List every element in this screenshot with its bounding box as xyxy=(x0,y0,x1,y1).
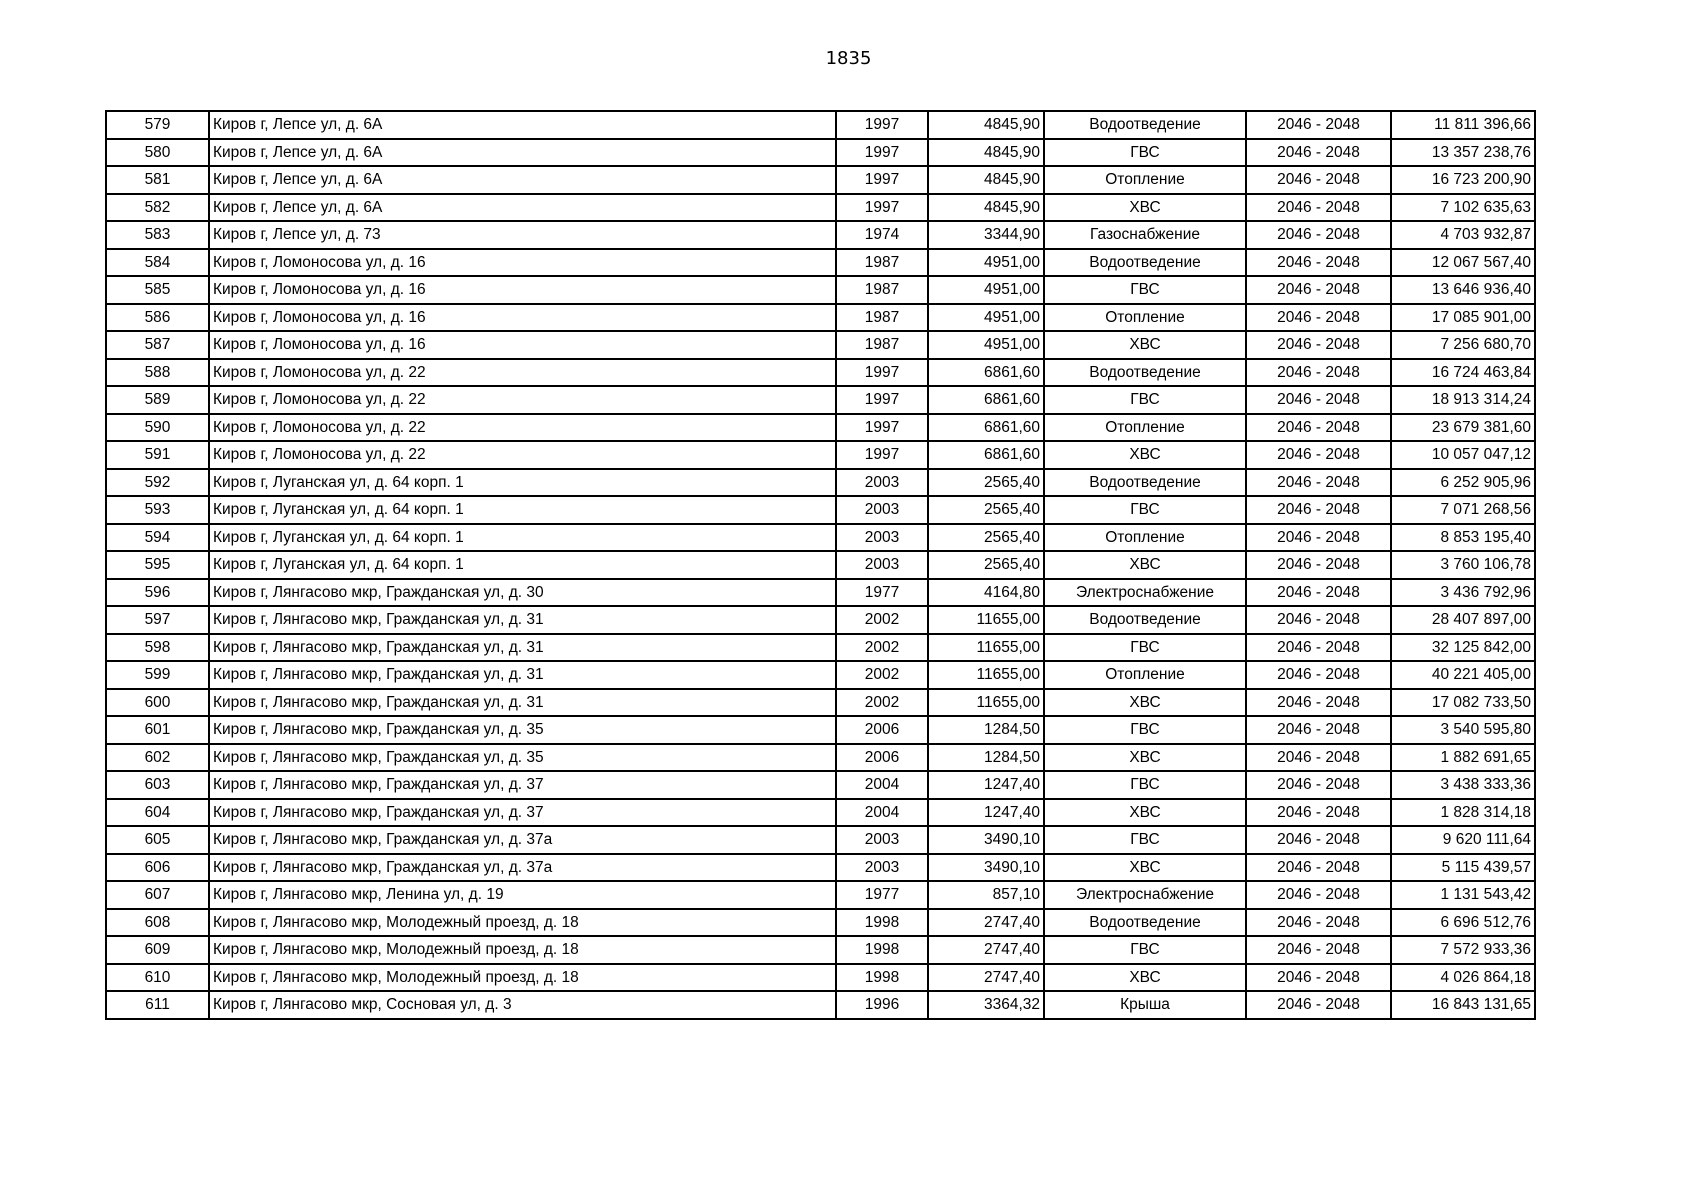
area-cell: 2747,40 xyxy=(928,964,1044,992)
period-cell: 2046 - 2048 xyxy=(1246,551,1391,579)
row-number-cell: 593 xyxy=(106,496,209,524)
address-cell: Киров г, Лянгасово мкр, Молодежный проезд, д. 18 xyxy=(209,964,836,992)
cost-cell: 17 082 733,50 xyxy=(1391,689,1535,717)
row-number-cell: 607 xyxy=(106,881,209,909)
row-number-cell: 598 xyxy=(106,634,209,662)
area-cell: 11655,00 xyxy=(928,689,1044,717)
year-built-cell: 2002 xyxy=(836,634,928,662)
table-row xyxy=(106,909,1535,937)
cost-cell: 16 843 131,65 xyxy=(1391,991,1535,1019)
registry-table-body xyxy=(106,111,1535,1019)
work-type-cell: ГВС xyxy=(1044,276,1246,304)
work-type-cell: Водоотведение xyxy=(1044,606,1246,634)
table-row xyxy=(106,634,1535,662)
work-type-cell: Электроснабжение xyxy=(1044,881,1246,909)
address-cell: Киров г, Лянгасово мкр, Сосновая ул, д. 3 xyxy=(209,991,836,1019)
cost-cell: 3 540 595,80 xyxy=(1391,716,1535,744)
table-row xyxy=(106,524,1535,552)
address-cell: Киров г, Лепсе ул, д. 6А xyxy=(209,111,836,139)
table-row xyxy=(106,606,1535,634)
period-cell: 2046 - 2048 xyxy=(1246,276,1391,304)
row-number-cell: 581 xyxy=(106,166,209,194)
area-cell: 11655,00 xyxy=(928,634,1044,662)
address-cell: Киров г, Лянгасово мкр, Гражданская ул, д. 37 xyxy=(209,799,836,827)
period-cell: 2046 - 2048 xyxy=(1246,194,1391,222)
row-number-cell: 588 xyxy=(106,359,209,387)
cost-cell: 11 811 396,66 xyxy=(1391,111,1535,139)
cost-cell: 16 724 463,84 xyxy=(1391,359,1535,387)
cost-cell: 16 723 200,90 xyxy=(1391,166,1535,194)
period-cell: 2046 - 2048 xyxy=(1246,771,1391,799)
table-row xyxy=(106,716,1535,744)
period-cell: 2046 - 2048 xyxy=(1246,249,1391,277)
cost-cell: 7 071 268,56 xyxy=(1391,496,1535,524)
table-row xyxy=(106,799,1535,827)
cost-cell: 7 102 635,63 xyxy=(1391,194,1535,222)
table-row xyxy=(106,221,1535,249)
year-built-cell: 1997 xyxy=(836,194,928,222)
table-row xyxy=(106,304,1535,332)
area-cell: 11655,00 xyxy=(928,606,1044,634)
table-row xyxy=(106,441,1535,469)
year-built-cell: 2003 xyxy=(836,854,928,882)
area-cell: 11655,00 xyxy=(928,661,1044,689)
area-cell: 4951,00 xyxy=(928,249,1044,277)
table-row xyxy=(106,359,1535,387)
address-cell: Киров г, Лянгасово мкр, Гражданская ул, д. 31 xyxy=(209,689,836,717)
row-number-cell: 608 xyxy=(106,909,209,937)
area-cell: 2565,40 xyxy=(928,551,1044,579)
period-cell: 2046 - 2048 xyxy=(1246,221,1391,249)
address-cell: Киров г, Лянгасово мкр, Гражданская ул, д. 31 xyxy=(209,606,836,634)
address-cell: Киров г, Лянгасово мкр, Молодежный проезд, д. 18 xyxy=(209,936,836,964)
cost-cell: 1 828 314,18 xyxy=(1391,799,1535,827)
cost-cell: 8 853 195,40 xyxy=(1391,524,1535,552)
area-cell: 1284,50 xyxy=(928,716,1044,744)
work-type-cell: Электроснабжение xyxy=(1044,579,1246,607)
table-row xyxy=(106,964,1535,992)
row-number-cell: 580 xyxy=(106,139,209,167)
year-built-cell: 1987 xyxy=(836,276,928,304)
row-number-cell: 584 xyxy=(106,249,209,277)
work-type-cell: ХВС xyxy=(1044,551,1246,579)
period-cell: 2046 - 2048 xyxy=(1246,909,1391,937)
area-cell: 4951,00 xyxy=(928,304,1044,332)
period-cell: 2046 - 2048 xyxy=(1246,524,1391,552)
work-type-cell: ГВС xyxy=(1044,634,1246,662)
period-cell: 2046 - 2048 xyxy=(1246,964,1391,992)
cost-cell: 3 760 106,78 xyxy=(1391,551,1535,579)
area-cell: 1247,40 xyxy=(928,799,1044,827)
address-cell: Киров г, Ломоносова ул, д. 22 xyxy=(209,386,836,414)
table-row xyxy=(106,111,1535,139)
area-cell: 4951,00 xyxy=(928,331,1044,359)
address-cell: Киров г, Ломоносова ул, д. 16 xyxy=(209,331,836,359)
table-row xyxy=(106,661,1535,689)
row-number-cell: 583 xyxy=(106,221,209,249)
period-cell: 2046 - 2048 xyxy=(1246,414,1391,442)
address-cell: Киров г, Лянгасово мкр, Ленина ул, д. 19 xyxy=(209,881,836,909)
row-number-cell: 592 xyxy=(106,469,209,497)
year-built-cell: 2002 xyxy=(836,661,928,689)
cost-cell: 28 407 897,00 xyxy=(1391,606,1535,634)
period-cell: 2046 - 2048 xyxy=(1246,111,1391,139)
period-cell: 2046 - 2048 xyxy=(1246,386,1391,414)
table-row xyxy=(106,826,1535,854)
row-number-cell: 600 xyxy=(106,689,209,717)
period-cell: 2046 - 2048 xyxy=(1246,166,1391,194)
year-built-cell: 1997 xyxy=(836,441,928,469)
cost-cell: 7 256 680,70 xyxy=(1391,331,1535,359)
period-cell: 2046 - 2048 xyxy=(1246,304,1391,332)
area-cell: 4845,90 xyxy=(928,194,1044,222)
period-cell: 2046 - 2048 xyxy=(1246,359,1391,387)
period-cell: 2046 - 2048 xyxy=(1246,661,1391,689)
work-type-cell: ГВС xyxy=(1044,826,1246,854)
address-cell: Киров г, Лепсе ул, д. 73 xyxy=(209,221,836,249)
row-number-cell: 586 xyxy=(106,304,209,332)
area-cell: 2747,40 xyxy=(928,936,1044,964)
area-cell: 2565,40 xyxy=(928,496,1044,524)
work-type-cell: Крыша xyxy=(1044,991,1246,1019)
year-built-cell: 2002 xyxy=(836,689,928,717)
table-row xyxy=(106,579,1535,607)
table-row xyxy=(106,689,1535,717)
work-type-cell: ХВС xyxy=(1044,441,1246,469)
row-number-cell: 601 xyxy=(106,716,209,744)
work-type-cell: Отопление xyxy=(1044,304,1246,332)
work-type-cell: Отопление xyxy=(1044,524,1246,552)
row-number-cell: 589 xyxy=(106,386,209,414)
area-cell: 4845,90 xyxy=(928,139,1044,167)
area-cell: 1247,40 xyxy=(928,771,1044,799)
period-cell: 2046 - 2048 xyxy=(1246,579,1391,607)
address-cell: Киров г, Лянгасово мкр, Гражданская ул, д. 35 xyxy=(209,716,836,744)
table-row xyxy=(106,881,1535,909)
address-cell: Киров г, Луганская ул, д. 64 корп. 1 xyxy=(209,524,836,552)
table-row xyxy=(106,744,1535,772)
cost-cell: 1 882 691,65 xyxy=(1391,744,1535,772)
row-number-cell: 599 xyxy=(106,661,209,689)
area-cell: 2565,40 xyxy=(928,469,1044,497)
row-number-cell: 611 xyxy=(106,991,209,1019)
address-cell: Киров г, Лянгасово мкр, Гражданская ул, д. 31 xyxy=(209,634,836,662)
work-type-cell: ХВС xyxy=(1044,689,1246,717)
table-row xyxy=(106,331,1535,359)
table-row xyxy=(106,386,1535,414)
address-cell: Киров г, Ломоносова ул, д. 16 xyxy=(209,276,836,304)
table-row xyxy=(106,854,1535,882)
year-built-cell: 1997 xyxy=(836,166,928,194)
period-cell: 2046 - 2048 xyxy=(1246,139,1391,167)
work-type-cell: ГВС xyxy=(1044,496,1246,524)
work-type-cell: Отопление xyxy=(1044,166,1246,194)
period-cell: 2046 - 2048 xyxy=(1246,826,1391,854)
row-number-cell: 604 xyxy=(106,799,209,827)
table-row xyxy=(106,139,1535,167)
page-number: 1835 xyxy=(825,48,872,69)
area-cell: 3344,90 xyxy=(928,221,1044,249)
row-number-cell: 591 xyxy=(106,441,209,469)
year-built-cell: 1977 xyxy=(836,881,928,909)
cost-cell: 6 696 512,76 xyxy=(1391,909,1535,937)
work-type-cell: ХВС xyxy=(1044,799,1246,827)
area-cell: 4164,80 xyxy=(928,579,1044,607)
area-cell: 3490,10 xyxy=(928,826,1044,854)
table-row xyxy=(106,469,1535,497)
cost-cell: 4 026 864,18 xyxy=(1391,964,1535,992)
period-cell: 2046 - 2048 xyxy=(1246,331,1391,359)
work-type-cell: ГВС xyxy=(1044,936,1246,964)
address-cell: Киров г, Луганская ул, д. 64 корп. 1 xyxy=(209,551,836,579)
year-built-cell: 2003 xyxy=(836,551,928,579)
cost-cell: 9 620 111,64 xyxy=(1391,826,1535,854)
year-built-cell: 2006 xyxy=(836,716,928,744)
cost-cell: 4 703 932,87 xyxy=(1391,221,1535,249)
work-type-cell: ХВС xyxy=(1044,331,1246,359)
period-cell: 2046 - 2048 xyxy=(1246,469,1391,497)
table-row xyxy=(106,936,1535,964)
work-type-cell: Водоотведение xyxy=(1044,359,1246,387)
year-built-cell: 1997 xyxy=(836,111,928,139)
cost-cell: 13 646 936,40 xyxy=(1391,276,1535,304)
work-type-cell: Водоотведение xyxy=(1044,111,1246,139)
area-cell: 2747,40 xyxy=(928,909,1044,937)
work-type-cell: Водоотведение xyxy=(1044,469,1246,497)
year-built-cell: 1996 xyxy=(836,991,928,1019)
table-row xyxy=(106,551,1535,579)
period-cell: 2046 - 2048 xyxy=(1246,689,1391,717)
address-cell: Киров г, Лепсе ул, д. 6А xyxy=(209,139,836,167)
address-cell: Киров г, Луганская ул, д. 64 корп. 1 xyxy=(209,496,836,524)
row-number-cell: 594 xyxy=(106,524,209,552)
address-cell: Киров г, Ломоносова ул, д. 22 xyxy=(209,441,836,469)
period-cell: 2046 - 2048 xyxy=(1246,744,1391,772)
row-number-cell: 585 xyxy=(106,276,209,304)
row-number-cell: 605 xyxy=(106,826,209,854)
year-built-cell: 2003 xyxy=(836,524,928,552)
work-type-cell: Отопление xyxy=(1044,414,1246,442)
address-cell: Киров г, Лянгасово мкр, Молодежный проезд, д. 18 xyxy=(209,909,836,937)
year-built-cell: 2003 xyxy=(836,496,928,524)
year-built-cell: 2003 xyxy=(836,826,928,854)
work-type-cell: ХВС xyxy=(1044,964,1246,992)
row-number-cell: 610 xyxy=(106,964,209,992)
work-type-cell: ХВС xyxy=(1044,194,1246,222)
row-number-cell: 606 xyxy=(106,854,209,882)
year-built-cell: 1997 xyxy=(836,414,928,442)
cost-cell: 1 131 543,42 xyxy=(1391,881,1535,909)
year-built-cell: 2004 xyxy=(836,771,928,799)
period-cell: 2046 - 2048 xyxy=(1246,716,1391,744)
period-cell: 2046 - 2048 xyxy=(1246,496,1391,524)
year-built-cell: 1987 xyxy=(836,304,928,332)
work-type-cell: ХВС xyxy=(1044,744,1246,772)
row-number-cell: 590 xyxy=(106,414,209,442)
row-number-cell: 597 xyxy=(106,606,209,634)
area-cell: 2565,40 xyxy=(928,524,1044,552)
address-cell: Киров г, Лянгасово мкр, Гражданская ул, д. 31 xyxy=(209,661,836,689)
cost-cell: 3 438 333,36 xyxy=(1391,771,1535,799)
area-cell: 1284,50 xyxy=(928,744,1044,772)
area-cell: 6861,60 xyxy=(928,414,1044,442)
area-cell: 857,10 xyxy=(928,881,1044,909)
cost-cell: 12 067 567,40 xyxy=(1391,249,1535,277)
cost-cell: 32 125 842,00 xyxy=(1391,634,1535,662)
row-number-cell: 595 xyxy=(106,551,209,579)
cost-cell: 10 057 047,12 xyxy=(1391,441,1535,469)
row-number-cell: 602 xyxy=(106,744,209,772)
area-cell: 4845,90 xyxy=(928,111,1044,139)
row-number-cell: 609 xyxy=(106,936,209,964)
table-row xyxy=(106,496,1535,524)
address-cell: Киров г, Лепсе ул, д. 6А xyxy=(209,166,836,194)
work-type-cell: ГВС xyxy=(1044,386,1246,414)
year-built-cell: 2006 xyxy=(836,744,928,772)
row-number-cell: 579 xyxy=(106,111,209,139)
year-built-cell: 1974 xyxy=(836,221,928,249)
address-cell: Киров г, Ломоносова ул, д. 22 xyxy=(209,414,836,442)
work-type-cell: Водоотведение xyxy=(1044,909,1246,937)
cost-cell: 7 572 933,36 xyxy=(1391,936,1535,964)
year-built-cell: 2003 xyxy=(836,469,928,497)
area-cell: 4951,00 xyxy=(928,276,1044,304)
period-cell: 2046 - 2048 xyxy=(1246,441,1391,469)
row-number-cell: 603 xyxy=(106,771,209,799)
address-cell: Киров г, Лянгасово мкр, Гражданская ул, д. 37 xyxy=(209,771,836,799)
address-cell: Киров г, Лепсе ул, д. 6А xyxy=(209,194,836,222)
table-row xyxy=(106,249,1535,277)
address-cell: Киров г, Лянгасово мкр, Гражданская ул, д. 37а xyxy=(209,854,836,882)
work-type-cell: Водоотведение xyxy=(1044,249,1246,277)
period-cell: 2046 - 2048 xyxy=(1246,881,1391,909)
area-cell: 6861,60 xyxy=(928,359,1044,387)
cost-cell: 5 115 439,57 xyxy=(1391,854,1535,882)
work-type-cell: Газоснабжение xyxy=(1044,221,1246,249)
period-cell: 2046 - 2048 xyxy=(1246,854,1391,882)
year-built-cell: 1997 xyxy=(836,139,928,167)
period-cell: 2046 - 2048 xyxy=(1246,606,1391,634)
period-cell: 2046 - 2048 xyxy=(1246,799,1391,827)
cost-cell: 6 252 905,96 xyxy=(1391,469,1535,497)
period-cell: 2046 - 2048 xyxy=(1246,634,1391,662)
year-built-cell: 1987 xyxy=(836,331,928,359)
year-built-cell: 1977 xyxy=(836,579,928,607)
cost-cell: 13 357 238,76 xyxy=(1391,139,1535,167)
area-cell: 6861,60 xyxy=(928,441,1044,469)
work-type-cell: ХВС xyxy=(1044,854,1246,882)
address-cell: Киров г, Лянгасово мкр, Гражданская ул, д. 30 xyxy=(209,579,836,607)
cost-cell: 17 085 901,00 xyxy=(1391,304,1535,332)
work-type-cell: ГВС xyxy=(1044,716,1246,744)
row-number-cell: 596 xyxy=(106,579,209,607)
table-row xyxy=(106,414,1535,442)
cost-cell: 40 221 405,00 xyxy=(1391,661,1535,689)
table-row xyxy=(106,194,1535,222)
year-built-cell: 1998 xyxy=(836,964,928,992)
address-cell: Киров г, Лянгасово мкр, Гражданская ул, д. 37а xyxy=(209,826,836,854)
registry-table xyxy=(105,110,1536,1020)
year-built-cell: 1987 xyxy=(836,249,928,277)
table-row xyxy=(106,276,1535,304)
row-number-cell: 582 xyxy=(106,194,209,222)
table-row xyxy=(106,771,1535,799)
year-built-cell: 1997 xyxy=(836,386,928,414)
area-cell: 4845,90 xyxy=(928,166,1044,194)
table-row xyxy=(106,991,1535,1019)
year-built-cell: 2004 xyxy=(836,799,928,827)
area-cell: 3364,32 xyxy=(928,991,1044,1019)
address-cell: Киров г, Ломоносова ул, д. 16 xyxy=(209,249,836,277)
year-built-cell: 1998 xyxy=(836,936,928,964)
year-built-cell: 1997 xyxy=(836,359,928,387)
year-built-cell: 2002 xyxy=(836,606,928,634)
table-row xyxy=(106,166,1535,194)
cost-cell: 18 913 314,24 xyxy=(1391,386,1535,414)
address-cell: Киров г, Ломоносова ул, д. 16 xyxy=(209,304,836,332)
work-type-cell: ГВС xyxy=(1044,139,1246,167)
area-cell: 6861,60 xyxy=(928,386,1044,414)
cost-cell: 23 679 381,60 xyxy=(1391,414,1535,442)
cost-cell: 3 436 792,96 xyxy=(1391,579,1535,607)
work-type-cell: Отопление xyxy=(1044,661,1246,689)
period-cell: 2046 - 2048 xyxy=(1246,991,1391,1019)
year-built-cell: 1998 xyxy=(836,909,928,937)
area-cell: 3490,10 xyxy=(928,854,1044,882)
address-cell: Киров г, Лянгасово мкр, Гражданская ул, д. 35 xyxy=(209,744,836,772)
period-cell: 2046 - 2048 xyxy=(1246,936,1391,964)
address-cell: Киров г, Ломоносова ул, д. 22 xyxy=(209,359,836,387)
address-cell: Киров г, Луганская ул, д. 64 корп. 1 xyxy=(209,469,836,497)
row-number-cell: 587 xyxy=(106,331,209,359)
work-type-cell: ГВС xyxy=(1044,771,1246,799)
